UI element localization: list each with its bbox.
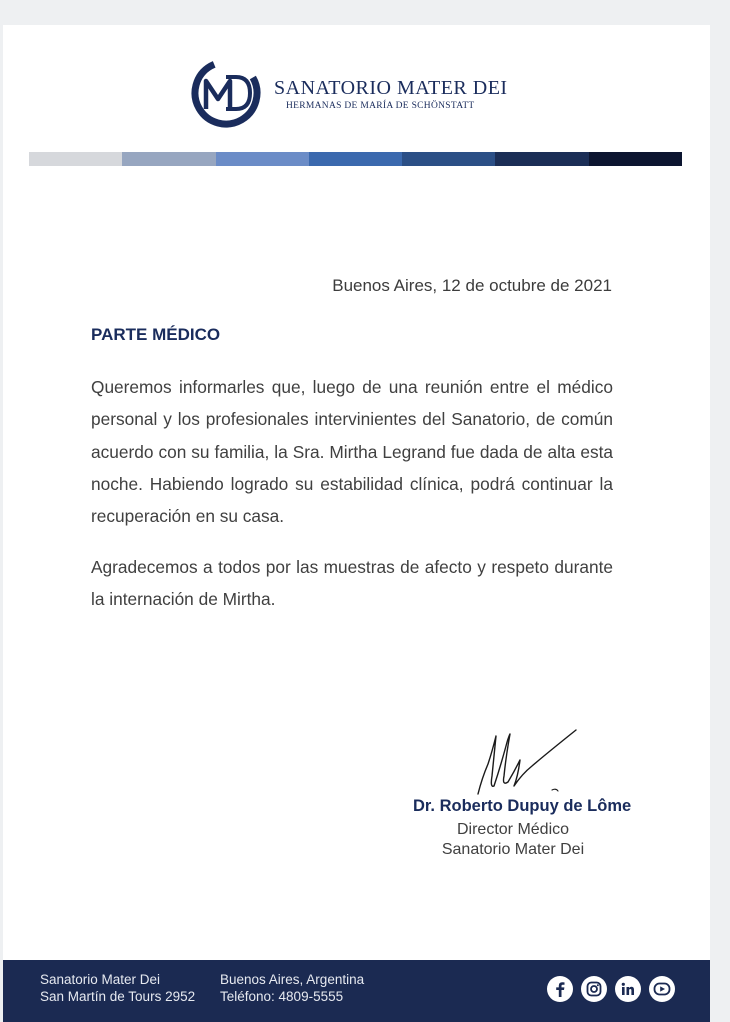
signatory-organization: Sanatorio Mater Dei [441,841,585,858]
linkedin-icon[interactable] [615,976,641,1002]
handwritten-signature [472,726,584,800]
sanatorio-logo [190,57,520,132]
signatory-name: Dr. Roberto Dupuy de Lôme [413,797,632,815]
footer-street: San Martín de Tours 2952 [40,989,196,1004]
sanatorio-name: SANATORIO MATER DEI [274,77,508,99]
document-heading: PARTE MÉDICO [91,325,221,344]
footer-contact-block [220,971,364,1005]
facebook-icon[interactable] [547,976,573,1002]
footer-address-block [40,971,195,1005]
color-band-segment-4 [309,152,402,166]
header-color-band [29,152,682,166]
youtube-icon[interactable] [649,976,675,1002]
instagram-icon[interactable] [581,976,607,1002]
color-band-segment-1 [29,152,122,166]
color-band-segment-6 [495,152,588,166]
body-paragraph-2: Agradecemos a todos por las muestras de afecto y respeto durante la internación de Mirtha. [91,557,613,610]
letter-date: Buenos Aires, 12 de octubre de 2021 [332,276,612,295]
body-paragraph-1: Queremos informarles que, luego de una reunión entre el médico personal y los profesionales intervinientes del Sanatorio, de común acuerdo con su familia, la Sra. Mirtha Legrand fue dada de alta esta noche. Habiendo logrado su estabilidad clínica, podrá continuar la recuperación en su casa. [91,377,613,527]
footer-org-name: Sanatorio Mater Dei [40,972,161,987]
social-links [547,976,675,1002]
msd-monogram-logo-icon [190,57,262,129]
color-band-segment-3 [216,152,309,166]
footer-phone: Teléfono: 4809-5555 [220,989,344,1004]
footer-city: Buenos Aires, Argentina [220,972,365,987]
color-band-segment-5 [402,152,495,166]
footer [3,960,710,1022]
signatory-title: Director Médico [456,821,570,838]
color-band-segment-7 [589,152,682,166]
sanatorio-subtitle: HERMANAS DE MARÍA DE SCHÖNSTATT [286,101,475,111]
color-band-segment-2 [122,152,215,166]
